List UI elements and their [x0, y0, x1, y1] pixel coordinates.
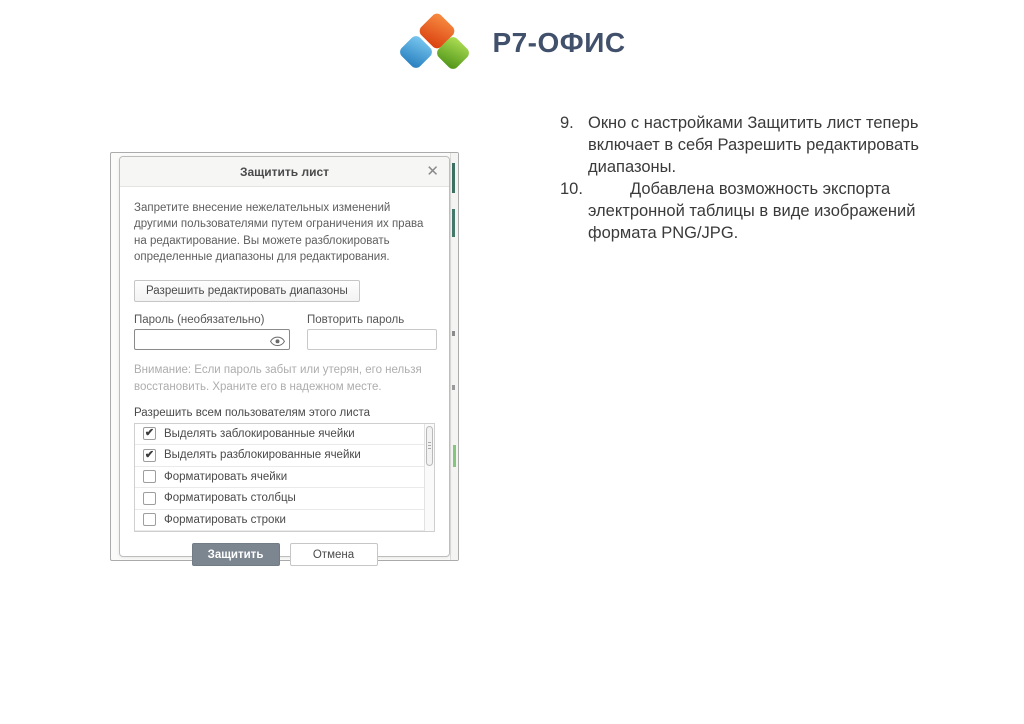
r7-office-logo [0, 12, 1024, 74]
dialog-description: Запретите внесение нежелательных изменений другими пользователями путем ограничения их права на редактирование. Вы можете разблокировать определенные диапазоны для редактирования. [134, 202, 424, 263]
background-fragment [452, 163, 455, 193]
close-icon[interactable]: ✕ [426, 163, 439, 180]
permissions-list-label: Разрешить всем пользователям этого листа [134, 406, 370, 419]
list-item-text: Окно с настройками Защитить лист теперь включает в себя Разрешить редактировать диапазоны. [588, 114, 919, 176]
protect-button[interactable]: Защитить [192, 543, 280, 566]
list-item-number: 10. [560, 180, 583, 198]
list-item-text: Добавлена возможность экспорта электронной таблицы в виде изображений формата PNG/JPG. [588, 180, 916, 242]
protect-sheet-dialog [119, 156, 450, 561]
password-input-wrap [134, 329, 290, 350]
dialog-footer [134, 543, 435, 566]
dialog-header[interactable] [120, 157, 449, 187]
r7-office-logo-icon [398, 12, 476, 74]
permission-row-select-locked-cells[interactable] [135, 424, 434, 446]
checkbox-unchecked[interactable] [143, 492, 156, 505]
repeat-password-label: Повторить пароль [307, 314, 405, 327]
password-label: Пароль (необязательно) [134, 314, 265, 327]
checkbox-checked[interactable]: ✔ [144, 427, 155, 440]
dialog-title: Защитить лист [239, 164, 330, 179]
app-background-strip [450, 153, 458, 560]
dialog-body [120, 187, 449, 566]
password-warning-text: Внимание: Если пароль забыт или утерян, его нельзя восстановить. Храните его в надежном месте. [134, 364, 422, 393]
permission-row-format-columns[interactable] [135, 488, 434, 510]
background-fragment [452, 209, 455, 237]
permission-row-format-rows[interactable] [135, 510, 434, 532]
background-fragment [453, 445, 456, 467]
permission-row-format-cells[interactable] [135, 467, 434, 489]
allow-edit-ranges-button[interactable]: Разрешить редактировать диапазоны [134, 280, 360, 302]
password-input[interactable] [134, 329, 290, 350]
background-fragment [452, 385, 455, 390]
permission-row-select-unlocked-cells[interactable] [135, 445, 434, 467]
permission-label: Форматировать строки [164, 513, 286, 526]
list-item [560, 112, 952, 178]
logo-text: Р7-ОФИС [492, 27, 626, 58]
checkbox-checked[interactable]: ✔ [144, 448, 155, 461]
permission-label: Выделять заблокированные ячейки [164, 427, 355, 440]
list-item [560, 178, 952, 244]
scrollbar-thumb[interactable] [426, 426, 433, 466]
background-fragment [452, 331, 455, 336]
password-column [134, 314, 290, 350]
checkbox-unchecked[interactable] [143, 513, 156, 526]
list-item-number: 9. [560, 114, 574, 132]
permission-label: Форматировать ячейки [164, 470, 288, 483]
permissions-list [134, 423, 435, 533]
cancel-button[interactable]: Отмена [290, 543, 378, 566]
dialog-screenshot-frame [110, 152, 459, 561]
repeat-password-column [307, 314, 437, 350]
permissions-scrollbar[interactable] [424, 424, 434, 532]
password-row [134, 314, 435, 350]
repeat-password-input[interactable] [307, 329, 437, 350]
permission-label: Форматировать столбцы [164, 492, 296, 505]
release-notes-list [560, 112, 952, 244]
permission-label: Выделять разблокированные ячейки [164, 449, 361, 462]
checkbox-unchecked[interactable] [143, 470, 156, 483]
show-password-eye-icon[interactable] [270, 334, 285, 352]
